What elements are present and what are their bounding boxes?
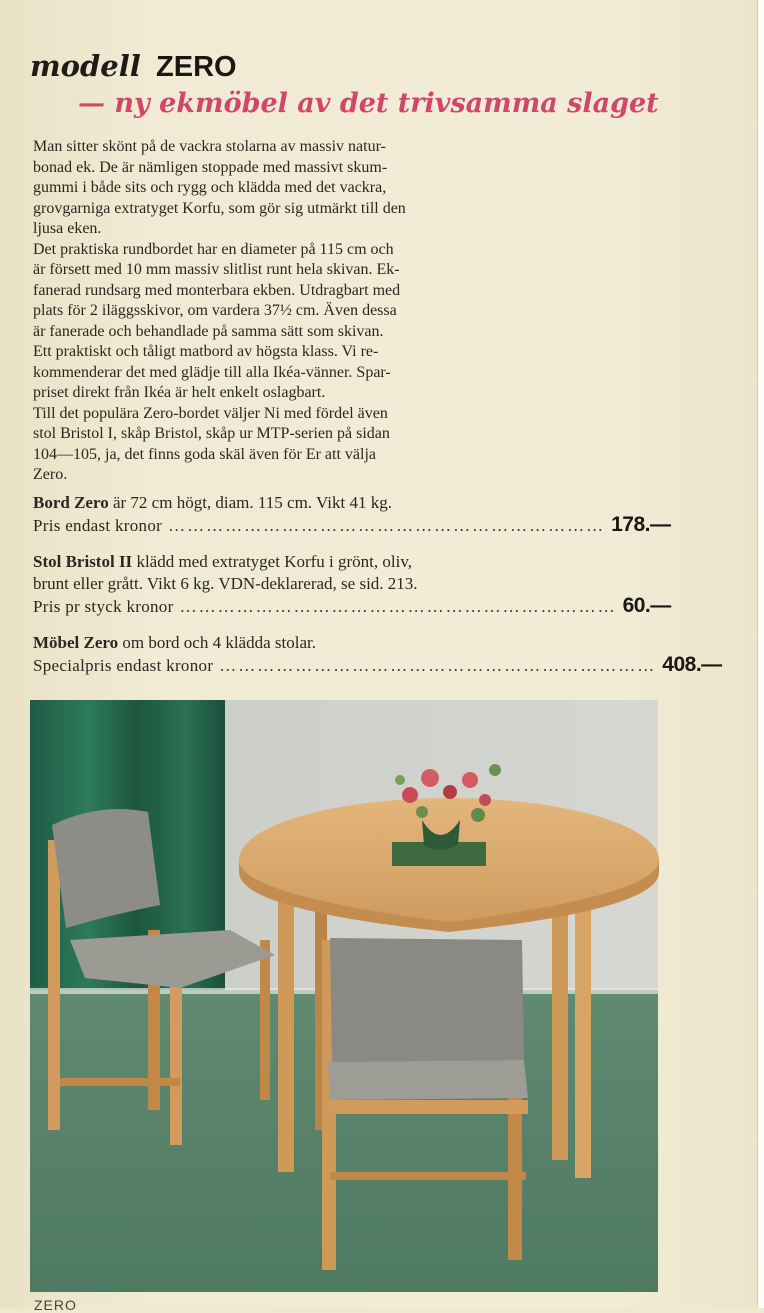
text-line: Till det populära Zero-bordet väljer Ni med fördel även	[33, 404, 388, 422]
text-line: Ett praktiskt och tåligt matbord av högsta klass. Vi re-	[33, 343, 379, 360]
price-row	[33, 653, 722, 677]
price-row	[33, 513, 671, 537]
text-line: kommenderar det med glädje till alla Ikéa-vänner. Spar-	[33, 363, 391, 381]
text-line: gummi i både sits och rygg och klädda med det vackra,	[33, 179, 387, 196]
title-modell: modell	[30, 49, 141, 83]
spec-stol-bristol	[33, 551, 671, 618]
text-line: bonad ek. De är nämligen stoppade med massivt skum-	[33, 158, 388, 176]
spec-desc: om bord och 4 klädda stolar.	[118, 633, 316, 652]
text-line: ljusa eken.	[33, 220, 102, 237]
product-description	[33, 137, 661, 486]
text-line: Det praktiska rundbordet har en diameter på 115 cm och	[33, 240, 394, 258]
spec-line	[33, 492, 655, 514]
price-label: Pris endast kronor	[33, 516, 163, 535]
text-line: är försett med 10 mm massiv slitlist runt hela skivan. Ek-	[33, 261, 400, 278]
spec-line	[33, 632, 655, 654]
leader-dots: ……………………………………………………………	[179, 597, 617, 616]
price-value: 178.—	[611, 513, 671, 536]
text-line: Man sitter skönt på de vackra stolarna av massiv natur-	[33, 138, 386, 155]
price-value: 60.—	[622, 594, 671, 617]
leader-dots: ……………………………………………………………	[219, 656, 657, 675]
spec-desc: är 72 cm högt, diam. 115 cm. Vikt 41 kg.	[108, 493, 392, 512]
photo-caption: ZERO	[34, 1297, 77, 1313]
text-line: fanerad rundsarg med monterbara ekben. Utdragbart med	[33, 281, 401, 299]
spec-name: Stol Bristol II	[33, 552, 133, 571]
spec-line-2: brunt eller grått. Vikt 6 kg. VDN-deklarerad, se sid. 213.	[33, 574, 418, 593]
spec-mobel-zero	[33, 632, 722, 677]
text-line: Zero.	[33, 466, 68, 483]
text-line: stol Bristol I, skåp Bristol, skåp ur MTP-serien på sidan	[33, 425, 390, 442]
furniture-illustration	[30, 700, 658, 1292]
leader-dots: ……………………………………………………………	[168, 516, 606, 535]
text-line: plats för 2 iläggsskivor, om vardera 37½ cm. Även dessa	[33, 302, 397, 319]
product-photo	[30, 700, 658, 1292]
spec-desc: klädd med extratyget Korfu i grönt, oliv,	[132, 552, 412, 571]
text-line: priset direkt från Ikéa är helt enkelt oslagbart.	[33, 384, 326, 401]
spec-name: Möbel Zero	[33, 633, 119, 652]
text-line: grovgarniga extratyget Korfu, som gör sig utmärkt till den	[33, 199, 406, 217]
spec-name: Bord Zero	[33, 493, 109, 512]
page-edge	[757, 0, 764, 1308]
price-label: Specialpris endast kronor	[33, 656, 214, 675]
spec-bord-zero	[33, 492, 671, 537]
page-title	[30, 48, 237, 85]
price-value: 408.—	[662, 653, 722, 676]
title-name: ZERO	[156, 51, 237, 83]
price-row	[33, 594, 671, 618]
text-line: är fanerade och behandlade på samma sätt som skivan.	[33, 322, 384, 340]
spec-line	[33, 551, 655, 573]
page-subtitle: — ny ekmöbel av det trivsamma slaget	[78, 88, 659, 119]
text-line: 104—105, ja, det finns goda skäl även för Er att välja	[33, 445, 377, 463]
price-label: Pris pr styck kronor	[33, 597, 174, 616]
